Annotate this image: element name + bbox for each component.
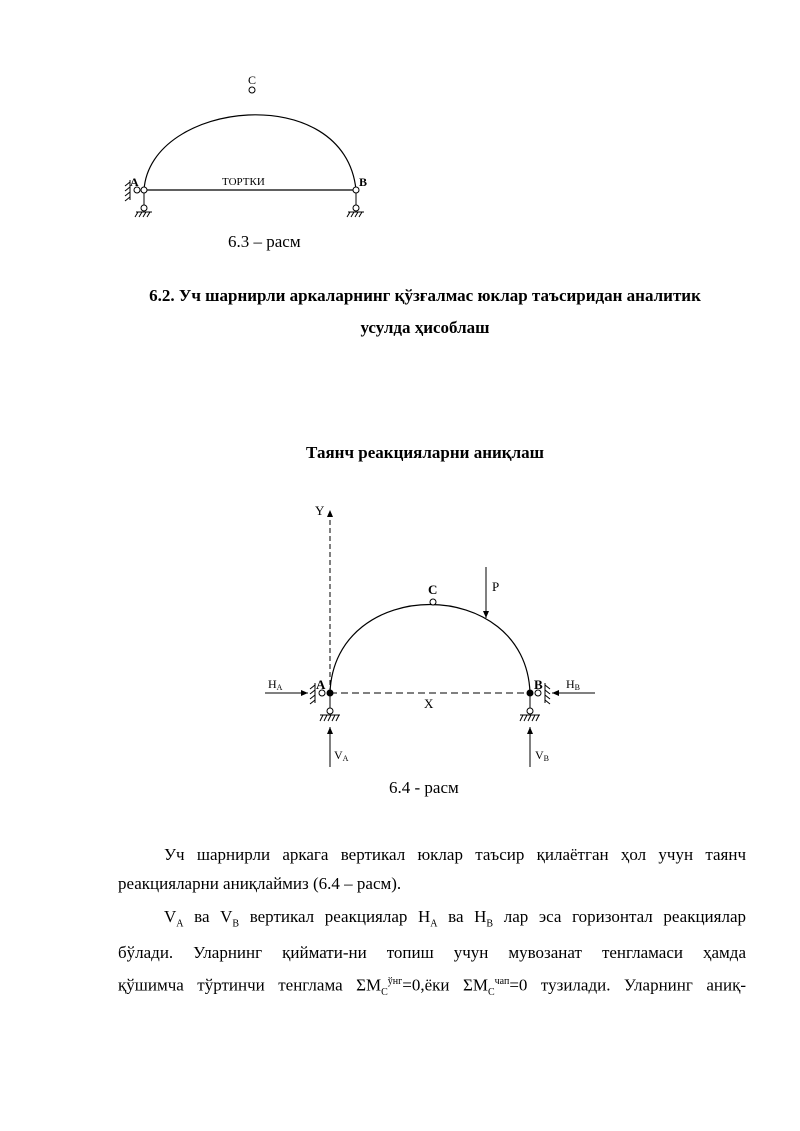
hinge-a: [141, 187, 147, 193]
figure-6-4: [240, 495, 600, 780]
hinge-a: [327, 690, 334, 697]
x-axis-label: X: [424, 696, 434, 711]
paragraph-1-line2: реакцияларни аниқлаймиз (6.4 – расм).: [118, 874, 402, 893]
figure-6-3: [100, 60, 400, 240]
label-c: C: [428, 582, 438, 597]
paragraph-1: [118, 840, 746, 898]
support-b: [347, 193, 364, 217]
paragraph-2: [118, 902, 746, 1007]
label-b: B: [359, 175, 368, 189]
paragraph-2-line3: қўшимча тўртинчи тенглама $\Sigma M_C^{ўнг}=0,ёки$ $\Sigma M_C^{чап}=0$ тузилади. Уларнинг аниқ-: [118, 976, 746, 999]
label-p: P: [492, 579, 500, 594]
paragraph-1-line1: Уч шарнирли аркага вертикал юклар таъсир қилаётган ҳол учун таянч: [164, 845, 746, 864]
arch-curve: [330, 605, 530, 694]
reaction-hb-label: HB: [566, 677, 581, 692]
reaction-ha-label: HA: [268, 677, 283, 692]
paragraph-2-line1: $V_A$ ва $V_B$ вертикал реакциялар $H_A$ ва $H_B$ лар эса горизонтал реакциялар: [164, 907, 746, 930]
subheading: Таянч реакцияларни аниқлаш: [306, 443, 544, 462]
section-heading-line2: усулда ҳисоблаш: [360, 318, 490, 337]
figure-6-4-caption: 6.4 - расм: [389, 778, 459, 797]
label-b: B: [534, 677, 543, 692]
label-a: A: [130, 175, 139, 189]
label-c: C: [248, 73, 257, 87]
paragraph-2-line2: бўлади. Уларнинг қиймати-ни топиш учун мувозанат тенгламаси ҳамда: [118, 943, 746, 963]
hinge-c: [249, 87, 255, 93]
figure-6-3-caption: 6.3 – расм: [228, 232, 301, 251]
hinge-c: [430, 599, 436, 605]
label-a: A: [316, 677, 326, 692]
hinge-b: [527, 690, 534, 697]
reaction-va-label: VA: [334, 748, 349, 763]
section-heading-line1: 6.2. Уч шарнирли аркаларнинг қўзғалмас юклар таъсиридан аналитик: [149, 286, 701, 305]
y-axis-label: Y: [315, 503, 325, 518]
tie-label: ТОРТКИ: [222, 176, 265, 188]
reaction-vb-label: VB: [535, 748, 550, 763]
section-heading: [100, 280, 750, 344]
